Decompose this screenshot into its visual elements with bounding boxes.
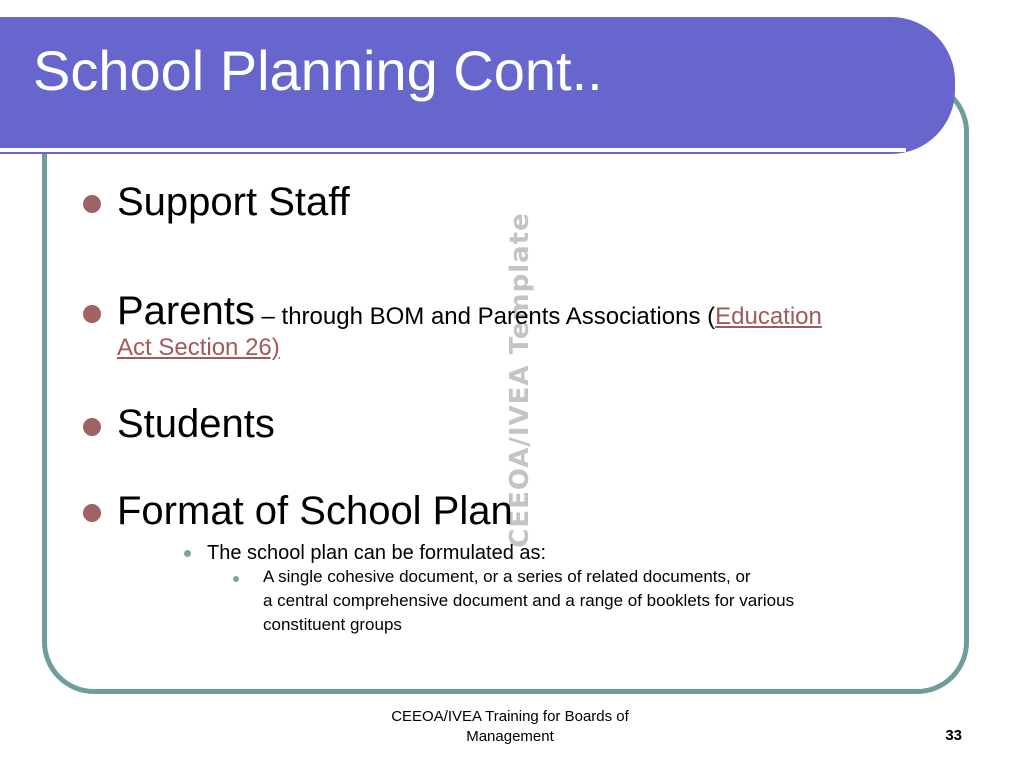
bullet-parents-detail: – through BOM and Parents Associations ( bbox=[254, 303, 716, 330]
slide-title: School Planning Cont.. bbox=[33, 39, 603, 102]
bullet-format: Format of School Plan bbox=[117, 489, 513, 533]
bullet-parents bbox=[117, 289, 822, 333]
bullet-students: Students bbox=[117, 402, 275, 446]
footer-line-1: CEEOA/IVEA Training for Boards of bbox=[391, 708, 629, 725]
watermark: CEEOA/IVEA Template bbox=[505, 212, 535, 548]
education-act-link-continued[interactable]: Act Section 26) bbox=[117, 334, 280, 361]
bullet-parents-label: Parents bbox=[117, 289, 255, 333]
bullet-dot-icon bbox=[83, 195, 101, 213]
bullet-support-staff: Support Staff bbox=[117, 180, 350, 224]
page-number: 33 bbox=[945, 727, 962, 744]
bullet-dot-icon bbox=[83, 418, 101, 436]
sub-bullet-dot-icon bbox=[184, 550, 191, 557]
bullet-dot-icon bbox=[83, 504, 101, 522]
education-act-link[interactable]: Education bbox=[715, 303, 822, 330]
sub-sub-bullet-line-3: constituent groups bbox=[263, 615, 402, 634]
sub-sub-bullet-line-1: A single cohesive document, or a series of related documents, or bbox=[263, 567, 751, 586]
footer-text bbox=[360, 707, 660, 746]
bullet-dot-icon bbox=[83, 305, 101, 323]
sub-sub-bullet-line-2: a central comprehensive document and a range of booklets for various bbox=[263, 591, 795, 610]
title-underline bbox=[0, 148, 906, 152]
sub-bullet-text: The school plan can be formulated as: bbox=[207, 542, 547, 564]
footer-line-2: Management bbox=[466, 727, 554, 745]
sub-sub-bullet-dot-icon bbox=[233, 576, 239, 582]
